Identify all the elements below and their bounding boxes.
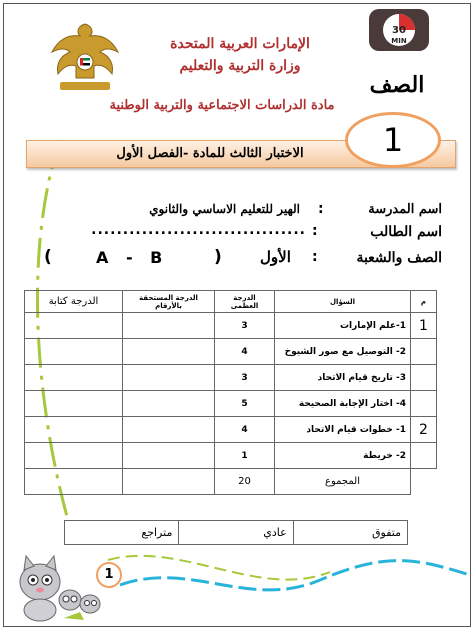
row-question: 2- التوصيل مع صور الشيوخ [275, 339, 411, 365]
school-name: الهير للتعليم الاساسي والثانوي [149, 202, 300, 216]
total-max: 20 [215, 469, 275, 495]
row-earned-text[interactable] [25, 313, 123, 339]
rating-excellent[interactable]: متفوق [293, 521, 407, 545]
row-m [411, 365, 437, 391]
cartoon-cats-illustration [10, 548, 108, 622]
section-paren-close: ) [44, 247, 52, 267]
row-earned-text[interactable] [25, 365, 123, 391]
page-number: 1 [104, 567, 114, 582]
total-label: المجموع [275, 469, 411, 495]
exam-title: الاختبار الثالث للمادة -الفصل الأول [116, 146, 304, 161]
exam-number: 1 [382, 121, 404, 159]
row-m [411, 391, 437, 417]
row-max: 4 [215, 417, 275, 443]
row-m: 2 [411, 417, 437, 443]
subject-name: مادة الدراسات الاجتماعية والتربية الوطنية [109, 98, 335, 113]
row-m: 1 [411, 313, 437, 339]
row-question: 4- اختار الإجابة الصحيحة [275, 391, 411, 417]
uae-emblem-logo [46, 18, 124, 96]
rating-row [65, 521, 408, 545]
table-row [25, 417, 437, 443]
student-colon: : [312, 223, 318, 239]
row-m [411, 339, 437, 365]
table-row [25, 313, 437, 339]
row-max: 5 [215, 391, 275, 417]
row-earned-num[interactable] [123, 339, 215, 365]
rating-table [64, 520, 408, 545]
header-earned-num: الدرجة المستحقة بالأرقام [123, 291, 215, 313]
header-earned-text: الدرجة كتابة [25, 291, 123, 313]
school-colon: : [318, 201, 324, 217]
timer-value: 30 [392, 25, 406, 36]
row-question: 2- خريطة [275, 443, 411, 469]
row-question: 3- تاريخ قيام الاتحاد [275, 365, 411, 391]
row-earned-num[interactable] [123, 443, 215, 469]
ministry-name: وزارة التربية والتعليم [179, 58, 301, 74]
total-earned-text[interactable] [25, 469, 123, 495]
timer-icon [368, 8, 430, 52]
row-earned-text[interactable] [25, 339, 123, 365]
total-earned-num[interactable] [123, 469, 215, 495]
table-row [25, 365, 437, 391]
table-row [25, 339, 437, 365]
rating-normal[interactable]: عادي [179, 521, 293, 545]
header-m: م [411, 291, 437, 313]
section-options: A - B [96, 248, 169, 267]
class-colon: : [312, 249, 318, 265]
row-earned-text[interactable] [25, 391, 123, 417]
table-row [25, 391, 437, 417]
row-earned-num[interactable] [123, 391, 215, 417]
row-m [411, 443, 437, 469]
grades-table [24, 290, 437, 495]
row-earned-num[interactable] [123, 313, 215, 339]
student-name-field[interactable]: .................................. [91, 222, 306, 238]
row-earned-text[interactable] [25, 417, 123, 443]
country-name: الإمارات العربية المتحدة [170, 36, 310, 52]
student-label: اسم الطالب [370, 224, 442, 240]
table-total-row [25, 469, 437, 495]
table-header-row [25, 291, 437, 313]
class-label: الصف والشعبة [356, 250, 442, 266]
grade-heading: الصف [369, 72, 425, 98]
row-earned-text[interactable] [25, 443, 123, 469]
rating-declining[interactable]: متراجع [65, 521, 179, 545]
row-max: 1 [215, 443, 275, 469]
row-question: 1-علم الإمارات [275, 313, 411, 339]
page-number-badge [96, 562, 122, 588]
row-max: 3 [215, 365, 275, 391]
exam-number-badge [345, 112, 441, 168]
class-value: الأول [260, 248, 291, 266]
header-question: السؤال [275, 291, 411, 313]
section-paren-open: ( [214, 247, 222, 267]
table-row [25, 443, 437, 469]
header-max: الدرجة العظمى [215, 291, 275, 313]
row-earned-num[interactable] [123, 417, 215, 443]
row-max: 4 [215, 339, 275, 365]
row-max: 3 [215, 313, 275, 339]
row-earned-num[interactable] [123, 365, 215, 391]
school-label: اسم المدرسة [368, 202, 442, 217]
row-question: 1- خطوات قيام الاتحاد [275, 417, 411, 443]
timer-unit: MIN [391, 37, 407, 45]
